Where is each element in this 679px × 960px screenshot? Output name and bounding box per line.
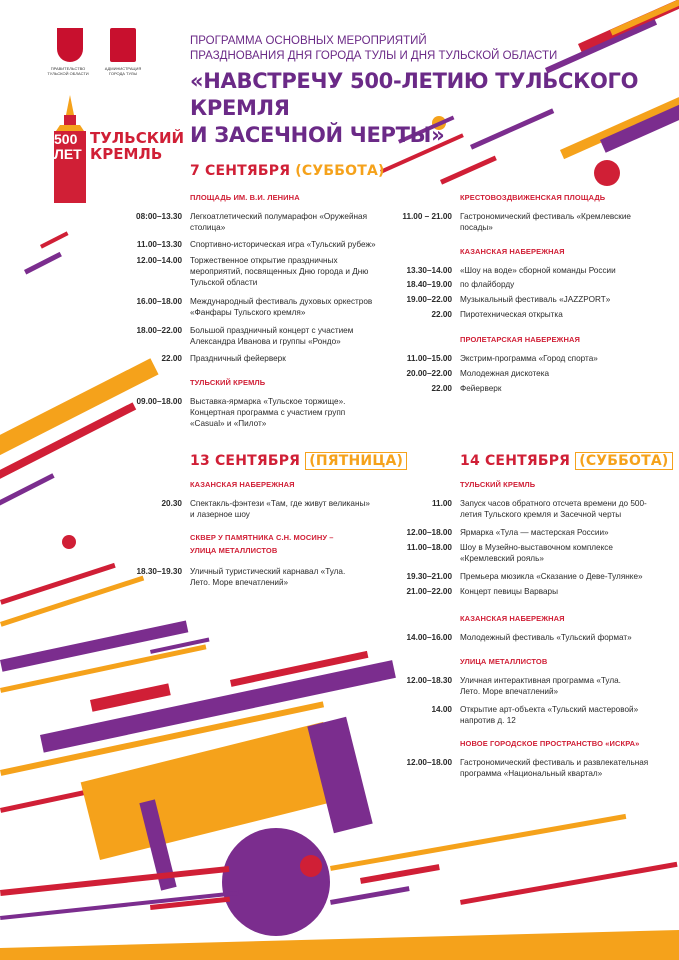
- event-desc: Концерт певицы Варвары: [460, 587, 558, 596]
- header-title-line1: «НАВСТРЕЧУ 500-ЛЕТИЮ ТУЛЬСКОГО КРЕМЛЯ: [190, 69, 639, 120]
- header: [190, 34, 650, 149]
- event-row: [431, 309, 650, 320]
- event-row: [431, 383, 650, 394]
- event-desc: Праздничный фейерверк: [190, 354, 286, 363]
- decor-stripe: [0, 620, 188, 671]
- event-desc: Молодежный фестиваль «Тульский формат»: [460, 633, 632, 642]
- decor-stripe: [24, 252, 62, 275]
- event-desc: Уличная интерактивная программа «Тула. Лето. Море впечатлений»: [460, 676, 621, 696]
- day3-weekday: (СУББОТА): [575, 452, 672, 470]
- event-time: 09.00–18.00: [136, 397, 182, 406]
- day1-heading: [190, 163, 385, 179]
- event-desc: Торжественное открытие праздничных мероприятий, посвященных Дню города и Дню Тульской области: [190, 256, 369, 287]
- event-desc: Легкоатлетический полумарафон «Оружейная столица»: [190, 212, 368, 232]
- event-row: [406, 542, 640, 564]
- event-desc: Молодежная дискотека: [460, 369, 550, 378]
- event-row: [406, 586, 655, 597]
- day2-place2b: УЛИЦА МЕТАЛЛИСТОВ: [190, 546, 278, 555]
- event-time: 11.00 – 21.00: [402, 212, 452, 221]
- event-desc: Музыкальный фестиваль «JAZZPORT»: [460, 295, 611, 304]
- event-time: 22.00: [431, 310, 452, 319]
- decor-stripe: [90, 683, 171, 711]
- event-desc: Гастрономический фестиваль и развлекательная программа «Национальный квартал»: [460, 758, 649, 778]
- event-desc: «Шоу на воде» сборной команды России: [460, 266, 616, 275]
- event-time: 12.00–18.00: [406, 528, 452, 537]
- day2-heading: [190, 453, 407, 469]
- event-time: 22.00: [431, 384, 452, 393]
- event-time: 18.30–19.30: [136, 567, 182, 576]
- anniversary-500-badge: 500 ЛЕТ: [54, 131, 82, 162]
- event-time: 18.40–19.00: [406, 280, 452, 289]
- logos: [47, 20, 185, 200]
- event-time: 11.00–15.00: [406, 354, 452, 363]
- decor-dot: [300, 855, 322, 877]
- decor-stripe: [330, 814, 626, 871]
- event-desc: Выставка-ярмарка «Тульское торжище». Концертная программа с участием групп «Casual» и «Пилот»: [190, 397, 346, 428]
- decor-stripe: [0, 866, 229, 896]
- event-time: 21.00–22.00: [406, 587, 452, 596]
- event-row: [406, 527, 655, 538]
- event-time: 12.00–14.00: [136, 256, 182, 265]
- day3-date: 14 СЕНТЯБРЯ: [460, 453, 571, 469]
- header-line2: ПРАЗДНОВАНИЯ ДНЯ ГОРОДА ТУЛЫ И ДНЯ ТУЛЬСКОЙ ОБЛАСТИ: [190, 50, 558, 62]
- day2-place2a: СКВЕР У ПАМЯТНИКА С.Н. МОСИНУ –: [190, 533, 334, 542]
- logo-caption-left: ПРАВИТЕЛЬСТВО ТУЛЬСКОЙ ОБЛАСТИ: [47, 66, 89, 76]
- header-title-line2: И ЗАСЕЧНОЙ ЧЕРТЫ»: [190, 123, 445, 147]
- event-time: 11.00–18.00: [406, 543, 452, 552]
- day2-date: 13 СЕНТЯБРЯ: [190, 453, 301, 469]
- decor-stripe: [460, 862, 678, 905]
- event-row: [161, 498, 375, 520]
- decor-stripe: [0, 891, 239, 920]
- event-time: 18.00–22.00: [136, 326, 182, 335]
- event-row: [431, 498, 655, 520]
- event-desc: Ярмарка «Тула — мастерская России»: [460, 528, 609, 537]
- decor-dot: [62, 535, 76, 549]
- event-time: 16.00–18.00: [136, 297, 182, 306]
- day3-place4: НОВОЕ ГОРОДСКОЕ ПРОСТРАНСТВО «ИСКРА»: [460, 739, 640, 748]
- event-time: 11.00: [431, 499, 452, 508]
- event-desc: по флайборду: [460, 280, 515, 289]
- event-time: 11.00–13.30: [136, 240, 182, 249]
- event-desc: Большой праздничный концерт с участием Александра Иванова и группы «Рондо»: [190, 326, 354, 346]
- decor-dot: [594, 160, 620, 186]
- tula-region-emblem: [57, 28, 83, 62]
- day3-place1: ТУЛЬСКИЙ КРЕМЛЬ: [460, 480, 536, 489]
- event-row: [136, 239, 380, 250]
- event-time: 12.00–18.00: [406, 758, 452, 767]
- event-desc: Спортивно-историческая игра «Тульский рубеж»: [190, 240, 376, 249]
- day2-weekday: (ПЯТНИЦА): [305, 452, 407, 470]
- day1-date: 7 СЕНТЯБРЯ: [190, 163, 291, 179]
- event-row: [136, 296, 380, 318]
- day3-place2: КАЗАНСКАЯ НАБЕРЕЖНАЯ: [460, 614, 565, 623]
- decor-stripe: [0, 576, 144, 627]
- event-time: 19.00–22.00: [406, 295, 452, 304]
- header-line1: ПРОГРАММА ОСНОВНЫХ МЕРОПРИЯТИЙ: [190, 35, 427, 47]
- event-time: 13.30–14.00: [406, 266, 452, 275]
- decor-stripe: [440, 156, 497, 185]
- decor-stripe: [0, 473, 55, 509]
- event-desc: Премьера мюзикла «Сказание о Деве-Тулянке»: [460, 572, 643, 581]
- event-row: [431, 704, 640, 726]
- decor-stripe: [0, 644, 206, 693]
- event-row: [136, 325, 380, 347]
- event-row: [161, 353, 380, 364]
- event-time: 14.00–16.00: [406, 633, 452, 642]
- event-desc: Международный фестиваль духовых оркестров «Фанфары Тульского кремля»: [190, 297, 373, 317]
- event-time: 12.00–18.30: [406, 676, 452, 685]
- event-row: [406, 632, 655, 643]
- logo-caption-right: АДМИНИСТРАЦИЯ ГОРОДА ТУЛЫ: [104, 66, 142, 76]
- event-row: [406, 368, 650, 379]
- event-desc: Спектакль-фэнтези «Там, где живут великаны» и лазерное шоу: [190, 499, 370, 519]
- day1-place5: ПРОЛЕТАРСКАЯ НАБЕРЕЖНАЯ: [460, 335, 580, 344]
- event-desc: Открытие арт-объекта «Тульский мастеровой» напротив д. 12: [460, 705, 639, 725]
- event-desc: Пиротехническая открытка: [460, 310, 563, 319]
- kremlin-logo-title: ТУЛЬСКИЙ КРЕМЛЬ: [90, 129, 185, 163]
- day3-place3: УЛИЦА МЕТАЛЛИСТОВ: [460, 657, 548, 666]
- event-row: [136, 396, 365, 429]
- day1-weekday: (СУББОТА): [295, 163, 385, 179]
- decor-stripe: [360, 864, 440, 884]
- day2-place1: КАЗАНСКАЯ НАБЕРЕЖНАЯ: [190, 480, 295, 489]
- day1-place1: ПЛОЩАДЬ ИМ. В.И. ЛЕНИНА: [190, 193, 300, 202]
- decor-stripe: [330, 886, 410, 905]
- event-time: 20.30: [161, 499, 182, 508]
- bottom-band: [0, 930, 679, 960]
- event-row: [406, 757, 655, 779]
- event-time: 08:00–13.30: [136, 212, 182, 221]
- event-desc: Уличный туристический карнавал «Тула. Лето. Море впечатлений»: [190, 567, 346, 587]
- tula-city-emblem: [110, 28, 136, 62]
- event-row: [402, 211, 635, 233]
- event-row: [406, 571, 655, 582]
- event-row: [406, 294, 650, 305]
- event-row: [406, 353, 650, 364]
- event-row: [406, 279, 650, 290]
- decor-stripe: [0, 563, 116, 605]
- event-desc: Экстрим-программа «Город спорта»: [460, 354, 598, 363]
- event-row: [406, 265, 650, 276]
- event-row: [406, 675, 630, 697]
- event-desc: Фейерверк: [460, 384, 502, 393]
- day1-place4: КАЗАНСКАЯ НАБЕРЕЖНАЯ: [460, 247, 565, 256]
- decor-stripe: [40, 231, 69, 248]
- event-time: 20.00–22.00: [406, 369, 452, 378]
- day1-place3: КРЕСТОВОЗДВИЖЕНСКАЯ ПЛОЩАДЬ: [460, 193, 606, 202]
- event-row: [136, 255, 375, 288]
- event-row: [136, 566, 360, 588]
- event-time: 14.00: [431, 705, 452, 714]
- day3-heading: [460, 453, 673, 469]
- cannon-wheel: [222, 828, 330, 936]
- day1-place2: ТУЛЬСКИЙ КРЕМЛЬ: [190, 378, 266, 387]
- event-time: 22.00: [161, 354, 182, 363]
- event-row: [136, 211, 380, 233]
- event-desc: Гастрономический фестиваль «Кремлевские посады»: [460, 212, 631, 232]
- event-desc: Запуск часов обратного отсчета времени до 500-летия Тульского кремля и Засечной черты: [460, 499, 647, 519]
- event-time: 19.30–21.00: [406, 572, 452, 581]
- event-desc: Шоу в Музейно-выставочном комплексе «Кремлевский рояль»: [460, 543, 613, 563]
